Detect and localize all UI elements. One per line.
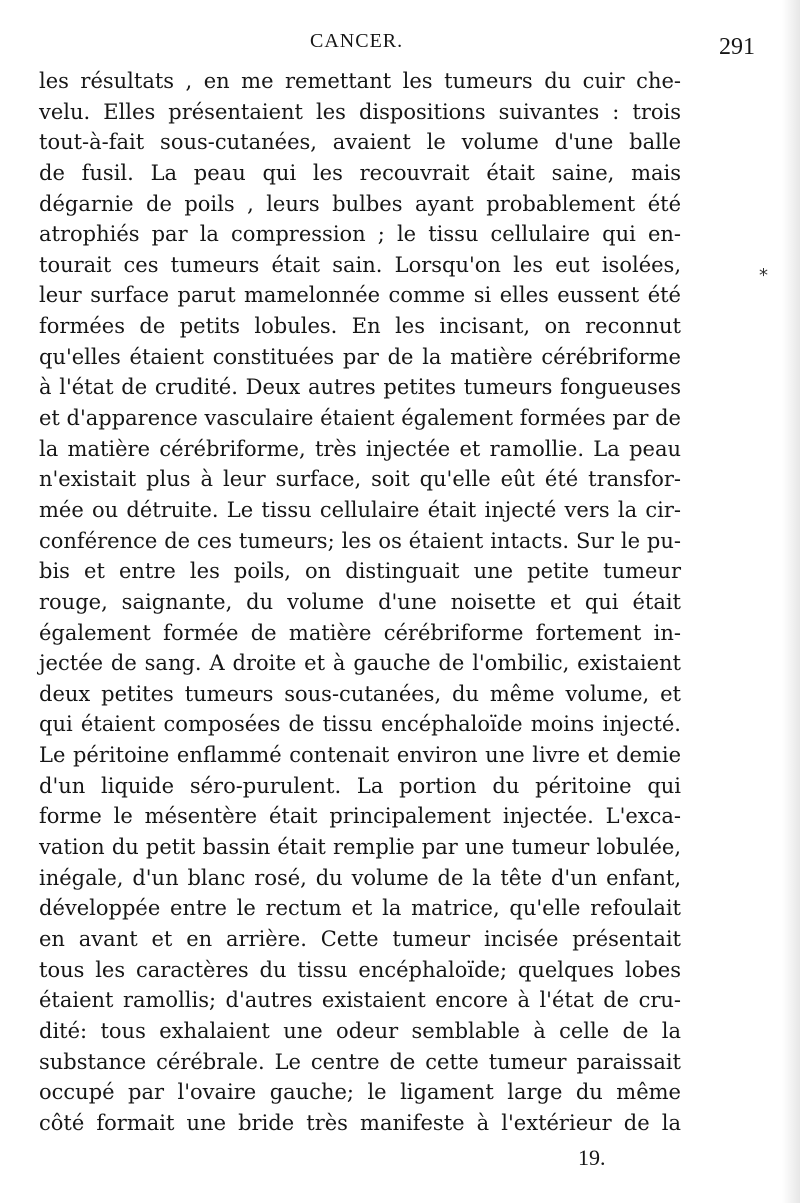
text-line: les résultats , en me remettant les tumeurs du cuir che- — [39, 69, 681, 93]
text-line: atrophiés par la compression ; le tissu cellulaire qui en- — [39, 222, 681, 247]
text-line: mée ou détruite. Le tissu cellulaire était injecté vers la cir- — [39, 497, 681, 522]
body-text — [39, 66, 681, 1138]
text-line: jectée de sang. A droite et à gauche de l'ombilic, existaient — [39, 651, 681, 676]
text-line: qu'elles étaient constituées par de la matière cérébriforme — [39, 344, 681, 369]
text-line: substance cérébrale. Le centre de cette tumeur paraissait — [39, 1049, 681, 1074]
text-line: leur surface parut mamelonnée comme si elles eussent été — [39, 283, 681, 308]
text-line: tout-à-fait sous-cutanées, avaient le volume d'une balle — [39, 130, 681, 155]
text-line: vation du petit bassin était remplie par une tumeur lobulée, — [39, 835, 681, 860]
text-line: côté formait une bride très manifeste à l'extérieur de la — [39, 1110, 681, 1135]
text-line: de fusil. La peau qui les recouvrait était saine, mais — [39, 160, 681, 185]
text-line: inégale, d'un blanc rosé, du volume de la tête d'un enfant, — [39, 865, 681, 890]
text-line: développée entre le rectum et la matrice, qu'elle refoulait — [39, 896, 681, 921]
text-line: dité: tous exhalaient une odeur semblable à celle de la — [39, 1018, 681, 1043]
text-line: qui étaient composées de tissu encéphaloïde moins injecté. — [39, 712, 681, 737]
text-line: dégarnie de poils , leurs bulbes ayant probablement été — [39, 191, 681, 216]
text-line: velu. Elles présentaient les dispositions suivantes : trois — [39, 99, 681, 124]
text-line: bis et entre les poils, on distinguait une petite tumeur — [39, 559, 681, 584]
text-line: en avant et en arrière. Cette tumeur incisée présentait — [39, 926, 681, 951]
text-line: forme le mésentère était principalement injectée. L'exca- — [39, 804, 681, 829]
text-line: la matière cérébriforme, très injectée et ramollie. La peau — [39, 436, 681, 461]
text-line: et d'apparence vasculaire étaient également formées par de — [39, 406, 681, 431]
text-line: tous les caractères du tissu encéphaloïde; quelques lobes — [39, 957, 681, 982]
margin-mark: * — [759, 265, 768, 286]
text-line: étaient ramollis; d'autres existaient encore à l'état de cru- — [39, 988, 681, 1013]
text-line: rouge, saignante, du volume d'une noisette et qui était — [39, 589, 681, 614]
running-title: CANCER. — [310, 30, 404, 52]
page-number: 291 — [719, 34, 755, 60]
text-line: également formée de matière cérébriforme fortement in- — [39, 620, 681, 645]
text-line: tourait ces tumeurs était sain. Lorsqu'on les eut isolées, — [39, 252, 681, 277]
signature-mark: 19. — [578, 1145, 606, 1170]
text-line: formées de petits lobules. En les incisant, on reconnut — [39, 314, 681, 339]
text-line: n'existait plus à leur surface, soit qu'elle eût été transfor- — [39, 467, 681, 492]
text-line: à l'état de crudité. Deux autres petites tumeurs fongueuses — [39, 375, 681, 400]
text-line: occupé par l'ovaire gauche; le ligament large du même — [39, 1080, 681, 1105]
page-edge-shadow — [782, 0, 800, 1203]
text-line: Le péritoine enflammé contenait environ une livre et demie — [39, 743, 681, 768]
text-line: conférence de ces tumeurs; les os étaient intacts. Sur le pu- — [39, 528, 681, 553]
text-line: deux petites tumeurs sous-cutanées, du même volume, et — [39, 681, 681, 706]
text-line: d'un liquide séro-purulent. La portion du péritoine qui — [39, 773, 681, 798]
